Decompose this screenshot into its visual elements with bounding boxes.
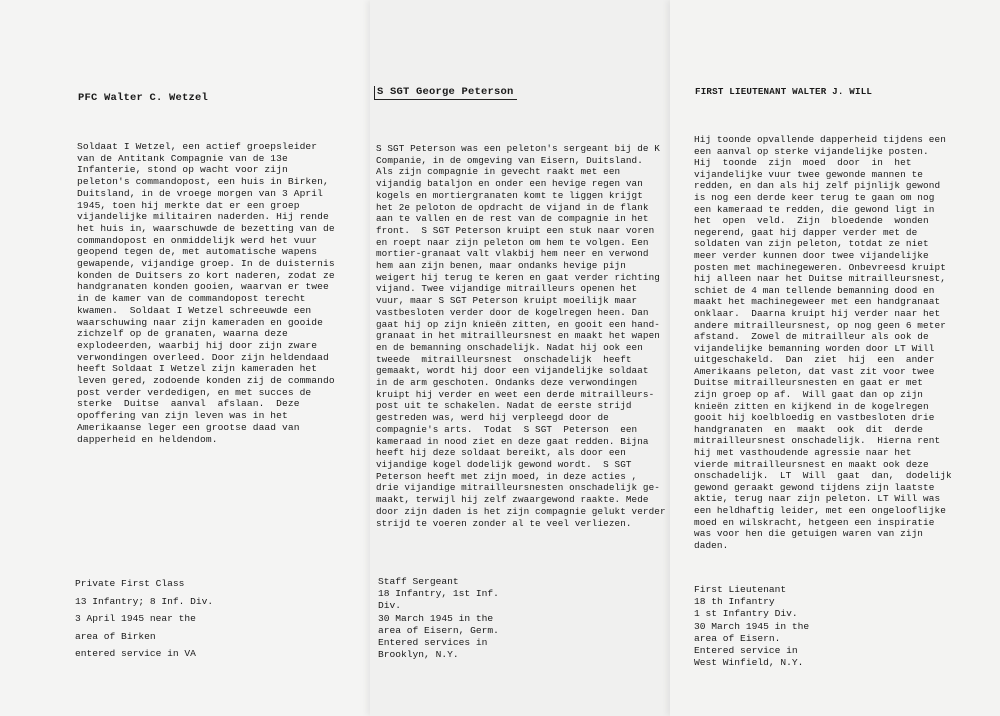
text-line: front. S SGT Peterson kruipt een stuk naar voren bbox=[376, 224, 655, 236]
text-line: maakt het machinegeweer met een handgranaat bbox=[694, 296, 941, 308]
text-line: het open veld. Zijn bloedende wonden bbox=[694, 215, 929, 227]
text-line: verwondingen overleed. Door zijn heldendaad bbox=[77, 351, 329, 363]
text-line: een heldhaftig leider, met een ongelooflijke bbox=[694, 505, 946, 516]
text-line: moed en wilskracht, hetgeen een inspiratie bbox=[694, 516, 935, 528]
footer-line: 30 March 1945 in the bbox=[378, 612, 494, 624]
text-line: drie vijandige mitrailleursnesten onschadelijk ge- bbox=[376, 482, 660, 494]
text-line: Infanterie, stond op wacht voor zijn bbox=[77, 164, 288, 176]
footer-line: 30 March 1945 in the bbox=[694, 620, 810, 632]
text-line: vuur, maar S SGT Peterson kruipt moeilijk maar bbox=[376, 295, 638, 307]
text-line: mortier-granaat valt vlakbij hem neer en verwond bbox=[376, 248, 649, 260]
text-line: geopend tegen de, met automatische wapens bbox=[77, 246, 318, 258]
text-line: kwamen. Soldaat I Wetzel schreeuwde een bbox=[77, 304, 312, 316]
footer-line: Div. bbox=[378, 600, 402, 612]
text-line: gooit hij koelbloedig en vastbesloten drie bbox=[694, 412, 935, 424]
text-line: een aanval op sterke vijandelijke posten. bbox=[694, 145, 929, 157]
text-line: zijn groep op af. Will gaat dan op zijn bbox=[694, 389, 924, 401]
text-line: vijandig bataljon en onder een hevige regen van bbox=[376, 178, 643, 190]
text-line: compagnie's arts. Todat S SGT Peterson een bbox=[376, 423, 638, 435]
citation-text-will bbox=[694, 134, 952, 551]
text-line: Amerikaans peleton, dat vast zit voor twee bbox=[694, 365, 935, 377]
text-line: meer verder kunnen door twee vijandelijke bbox=[694, 249, 929, 261]
text-line: en roept naar zijn peleton om hem te volgen. Een bbox=[376, 236, 649, 248]
text-line: dapperheid en heldendom. bbox=[77, 433, 218, 445]
footer-line: 3 April 1945 near the bbox=[75, 613, 196, 624]
text-line: soldaten van zijn peleton, totdat ze niet bbox=[694, 238, 929, 250]
text-line: andere mitrailleursnest, op nog geen 6 meter bbox=[694, 319, 946, 331]
text-line: granaat in het mitrailleursnest en maakt het wapen bbox=[376, 330, 660, 342]
text-line: Hij toonde opvallende dapperheid tijdens een bbox=[694, 134, 946, 145]
text-line: gestreden was, werd hij verpleegd door de bbox=[376, 412, 609, 424]
soldier-name-will: FIRST LIEUTENANT WALTER J. WILL bbox=[695, 86, 873, 97]
text-line: Amerikaanse leger een grootse daad van bbox=[77, 421, 300, 433]
text-line: afstand. Zowel de mitrailleur als ook de bbox=[694, 331, 929, 343]
text-line: S SGT Peterson was een peleton's sergeant bij de K bbox=[376, 143, 660, 154]
service-details-wetzel bbox=[75, 575, 213, 663]
footer-line: 13 Infantry; 8 Inf. Div. bbox=[75, 595, 214, 607]
text-line: vastbesloten verder door de kogelregen heen. Dan bbox=[376, 306, 649, 318]
text-line: post uit te schakelen. Nadat de eerste strijd bbox=[376, 400, 632, 412]
text-line: in de kamer van de commandopost terecht bbox=[77, 293, 306, 305]
text-line: vijandige kogel dodelijk gewond wordt. S SGT bbox=[376, 458, 632, 470]
text-line: onklaar. Daarna kruipt hij verder naar het bbox=[694, 307, 941, 319]
text-line: aan te vallen en de rest van de compagnie in het bbox=[376, 213, 649, 225]
text-line: door zijn daden is het zijn compagnie gelukt verder bbox=[376, 505, 666, 517]
footer-line: area of Eisern, Germ. bbox=[378, 624, 499, 636]
text-line: strijd te voeren zonder al te veel verliezen. bbox=[376, 517, 632, 529]
text-line: redden, en dan als hij zelf pijnlijk gewond bbox=[694, 180, 941, 192]
text-line: vijand. Twee vijandige mitrailleurs openen het bbox=[376, 283, 638, 295]
text-line: opoffering van zijn leven was in het bbox=[77, 410, 288, 422]
text-line: gemaakt, wordt hij door een vijandelijke soldaat bbox=[376, 365, 649, 377]
text-line: Soldaat I Wetzel, een actief groepsleider bbox=[77, 141, 318, 152]
text-line: commandopost en onmiddelijk werd het vuur bbox=[77, 234, 318, 246]
text-line: gewapende, vijandige groep. In de duisternis bbox=[77, 258, 335, 270]
text-line: handgranaten konden gooien, waarvan er twee bbox=[77, 281, 329, 293]
text-line: post verder verdedigen, en met succes de bbox=[77, 386, 312, 398]
text-line: waarschuwing naar zijn kameraden en gooide bbox=[77, 316, 324, 328]
text-line: Duitse mitrailleursnesten en gaat er met bbox=[694, 377, 924, 389]
text-line: vierde mitrailleursnest en maakt ook deze bbox=[694, 458, 929, 470]
text-line: kameraad in nood ziet en deze gaat redden. Bijna bbox=[376, 435, 649, 447]
text-line: zichzelf op de granaten, waarna deze bbox=[77, 328, 288, 340]
footer-line: area of Birken bbox=[75, 630, 156, 642]
footer-line: entered service in VA bbox=[75, 648, 196, 659]
footer-line: Staff Sergeant bbox=[378, 576, 459, 587]
text-line: vijandelijke militairen naderden. Hij rende bbox=[77, 211, 329, 223]
text-line: vijandelijke vuur twee gewonde mannen te bbox=[694, 168, 924, 180]
text-line: hem aan zijn benen, maar ondanks hevige pijn bbox=[376, 260, 626, 272]
text-line: weigert hij terug te keren en gaat verder richting bbox=[376, 271, 660, 283]
text-line: gewond geraakt gewond tijdens zijn laatste bbox=[694, 481, 935, 493]
service-details-peterson bbox=[378, 576, 499, 661]
text-line: tweede mitrailleursnest onschadelijk heeft bbox=[376, 353, 632, 365]
text-line: was voor hen die getuigen waren van zijn bbox=[694, 528, 924, 540]
text-line: daden. bbox=[694, 539, 729, 551]
footer-line: 18 Infantry, 1st Inf. bbox=[378, 588, 499, 600]
text-line: Hij toonde zijn moed door in het bbox=[694, 157, 912, 169]
text-line: gaat hij op zijn knieën zitten, en gooit een hand- bbox=[376, 318, 660, 330]
footer-line: Entered services in bbox=[378, 637, 488, 649]
text-line: is nog een derde keer terug te gaan om nog bbox=[694, 191, 935, 203]
text-line: en de bemanning onschadelijk. Nadat hij ook een bbox=[376, 341, 643, 353]
text-line: explodeerden, waarbij hij door zijn zware bbox=[77, 339, 318, 351]
text-line: uitgeschakeld. Dan ziet hij een ander bbox=[694, 354, 935, 366]
text-line: 1945, toen hij merkte dat er een groep bbox=[77, 199, 300, 211]
citation-text-peterson bbox=[376, 143, 666, 529]
text-line: een kameraad te redden, die gewond ligt in bbox=[694, 203, 935, 215]
text-line: leven gered, zodoende konden zij de commando bbox=[77, 375, 335, 387]
footer-line: 1 st Infantry Div. bbox=[694, 608, 798, 620]
text-line: hij alleen naar het Duitse mitrailleursnest, bbox=[694, 273, 946, 285]
footer-line: Brooklyn, N.Y. bbox=[378, 649, 459, 661]
text-line: mitrailleursnest onschadelijk. Hierna rent bbox=[694, 435, 941, 447]
text-line: kruipt hij verder en weet een derde mitrailleurs- bbox=[376, 388, 655, 400]
footer-line: West Winfield, N.Y. bbox=[694, 657, 804, 669]
text-line: handgranaten en maakt ook dit derde bbox=[694, 423, 924, 435]
text-line: van de Antitank Compagnie van de 13e bbox=[77, 152, 288, 164]
text-line: knieën zitten en kijkend in de kogelregen bbox=[694, 400, 929, 412]
text-line: schiet de 4 man tellende bemanning dood en bbox=[694, 284, 935, 296]
footer-line: area of Eisern. bbox=[694, 632, 781, 644]
text-line: hij met vasthoudende agressie naar het bbox=[694, 447, 912, 459]
text-line: kogels en mortiergranaten komt te liggen krijgt bbox=[376, 189, 643, 201]
text-line: konden de Duitsers zo kort naderen, zodat ze bbox=[77, 269, 335, 281]
text-line: het huis in, waarschuwde de bezetting van de bbox=[77, 222, 335, 234]
text-line: Duitsland, in de vroege morgen van 3 April bbox=[77, 187, 324, 199]
text-line: maakt, terwijl hij zelf zwaargewond raakte. Mede bbox=[376, 494, 649, 506]
text-line: Peterson heeft met zijn moed, in deze acties , bbox=[376, 470, 638, 482]
text-line: het 2e peloton de opdracht de vijand in de flank bbox=[376, 201, 649, 213]
text-line: sterke Duitse aanval afslaan. Deze bbox=[77, 398, 300, 410]
text-line: heeft Soldaat I Wetzel zijn kameraden het bbox=[77, 363, 318, 375]
text-line: negerend, gaat hij dapper verder met de bbox=[694, 226, 918, 238]
text-line: in de arm geschoten. Ondanks deze verwondingen bbox=[376, 377, 638, 389]
text-line: peleton's commandopost, een huis in Birken, bbox=[77, 176, 329, 188]
footer-line: Entered service in bbox=[694, 645, 798, 657]
service-details-will bbox=[694, 584, 809, 669]
footer-line: 18 th Infantry bbox=[694, 596, 775, 608]
text-line: Als zijn compagnie in gevecht raakt met een bbox=[376, 166, 621, 178]
soldier-name-wetzel: PFC Walter C. Wetzel bbox=[78, 92, 209, 104]
text-line: posten met machinegeweren. Onbevreesd kruipt bbox=[694, 261, 946, 273]
text-line: aktie, terug naar zijn peleton. LT Will was bbox=[694, 493, 941, 505]
text-line: onschadelijk. LT Will gaat dan, dodelijk bbox=[694, 470, 952, 482]
footer-line: Private First Class bbox=[75, 578, 185, 589]
footer-line: First Lieutenant bbox=[694, 584, 787, 595]
text-line: Companie, in de omgeving van Eisern, Duitsland. bbox=[376, 154, 643, 166]
text-line: vijandelijke bemanning worden door LT Will bbox=[694, 342, 935, 354]
soldier-name-peterson: S SGT George Peterson bbox=[374, 86, 517, 100]
text-line: heeft hij deze soldaat bereikt, als door een bbox=[376, 447, 626, 459]
citation-text-wetzel bbox=[77, 141, 335, 445]
